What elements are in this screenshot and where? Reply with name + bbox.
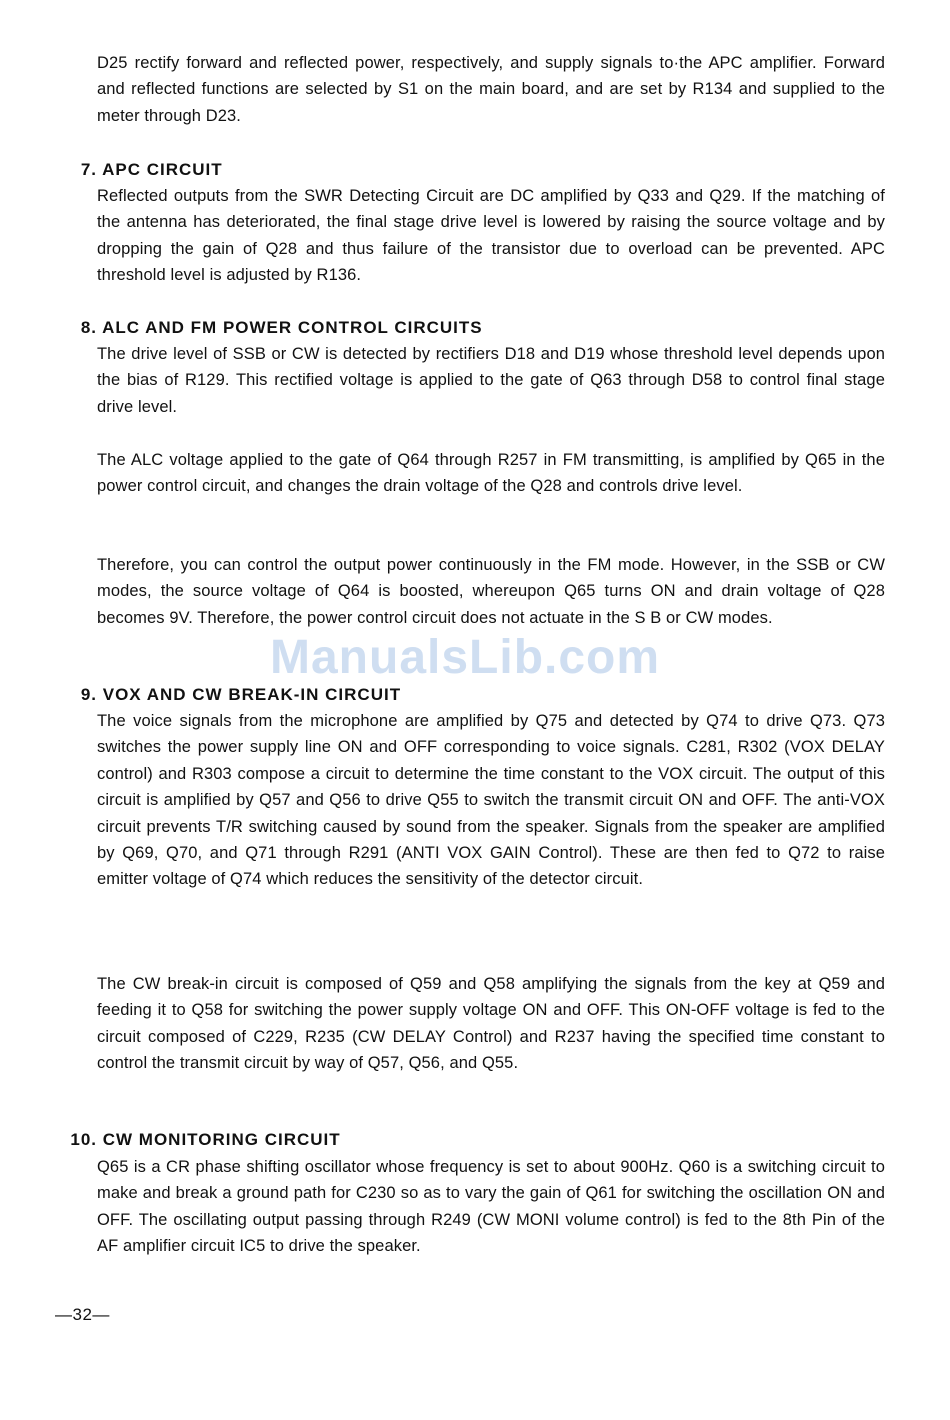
- section-heading-vox: [62, 682, 401, 708]
- section-title: VOX AND CW BREAK-IN CIRCUIT: [102, 685, 402, 704]
- section-number: 10.: [70, 1130, 97, 1149]
- section-heading-apc: [62, 157, 223, 183]
- paragraph-apc: Reflected outputs from the SWR Detecting Circuit are DC amplified by Q33 and Q29. If the matching of the antenna has deteriorated, the final stage drive level is lowered by raising the source voltage and by dropping the gain of Q28 and thus failure of the transistor due to overload can be prevented. APC threshold level is adjusted by R136.: [97, 187, 885, 285]
- page-number: —32—: [55, 1305, 110, 1324]
- section-heading-alc: [62, 315, 483, 341]
- paragraph-alc-fm: The ALC voltage applied to the gate of Q64 through R257 in FM transmitting, is amplified by Q65 in the power control circuit, and changes the drain voltage of the Q28 and controls drive level.: [97, 451, 885, 496]
- paragraph-cw-break-in: The CW break-in circuit is composed of Q59 and Q58 amplifying the signals from the key at Q59 and feeding it to Q58 for switching the power supply voltage ON and OFF. This ON-OFF voltage is fed to the circuit composed of C229, R235 (CW DELAY Control) and R237 having the specified time constant to control the transmit circuit by way of Q57, Q56, and Q55.: [97, 975, 885, 1073]
- paragraph-alc-power: Therefore, you can control the output power continuously in the FM mode. However, in the SSB or CW modes, the source voltage of Q64 is boosted, whereupon Q65 turns ON and drain voltage of Q28 becomes 9V. Therefore, the power control circuit does not actuate in the S B or CW modes.: [97, 556, 885, 627]
- paragraph-swr-intro: D25 rectify forward and reflected power, respectively, and supply signals to·the APC amplifier. Forward and reflected functions are selected by S1 on the main board, and are set by R134 and supplied to the meter through D23.: [97, 54, 885, 125]
- section-heading-cw-monitor: [52, 1127, 341, 1153]
- section-number: 8.: [80, 318, 97, 337]
- section-number: 7.: [80, 160, 97, 179]
- paragraph-alc-drive: The drive level of SSB or CW is detected by rectifiers D18 and D19 whose threshold level depends upon the bias of R129. This rectified voltage is applied to the gate of Q63 through D58 to control final stage drive level.: [97, 345, 885, 416]
- paragraph-vox: The voice signals from the microphone are amplified by Q75 and detected by Q74 to drive Q73. Q73 switches the power supply line ON and OFF corresponding to voice signals. C281, R302 (VOX DELAY control) and R303 compose a circuit to determine the time constant to the VOX circuit. The output of this circuit is amplified by Q57 and Q56 to drive Q55 to switch the transmit circuit ON and OFF. The anti-VOX circuit prevents T/R switching caused by sound from the speaker. Signals from the speaker are amplified by Q69, Q70, and Q71 through R291 (ANTI VOX GAIN Control). These are then fed to Q72 to raise emitter voltage of Q74 which reduces the sensitivity of the detector circuit.: [97, 712, 885, 889]
- section-title: CW MONITORING CIRCUIT: [102, 1130, 341, 1149]
- watermark-text: ManualsLib.com: [270, 631, 661, 684]
- section-number: 9.: [80, 685, 97, 704]
- section-title: ALC AND FM POWER CONTROL CIRCUITS: [102, 318, 483, 337]
- paragraph-cw-monitor: Q65 is a CR phase shifting oscillator whose frequency is set to about 900Hz. Q60 is a switching circuit to make and break a ground path for C230 so as to vary the gain of Q61 for switching the oscillation ON and OFF. The oscillating output passing through R249 (CW MONI volume control) is fed to the 8th Pin of the AF amplifier circuit IC5 to drive the speaker.: [97, 1158, 885, 1256]
- section-title: APC CIRCUIT: [102, 160, 223, 179]
